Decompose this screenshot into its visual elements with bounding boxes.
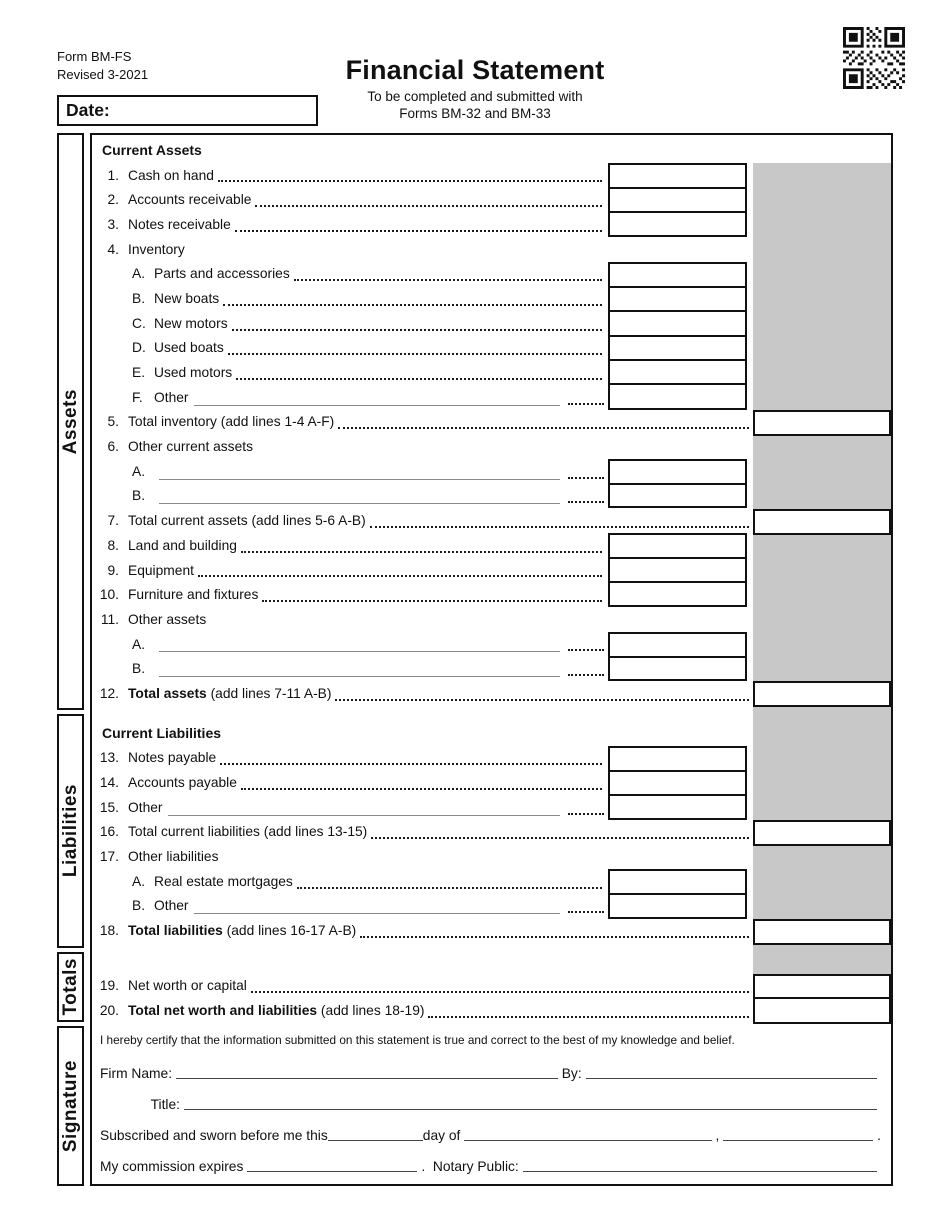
dotted-leader xyxy=(568,674,604,676)
current-assets-heading: Current Assets xyxy=(102,142,202,159)
liabilities-label: Liabilities xyxy=(59,784,81,878)
dotted-leader xyxy=(568,403,604,405)
row-other-current-asset-a: A. xyxy=(92,459,891,484)
row-used-motors: E. Used motors xyxy=(92,360,891,385)
title-line[interactable] xyxy=(184,1109,877,1110)
dotted-leader xyxy=(294,279,602,281)
dotted-leader xyxy=(198,575,602,577)
dotted-leader xyxy=(335,699,749,701)
row-total-assets: 12. Total assets (add lines 7-11 A-B) xyxy=(92,681,891,706)
commission-row xyxy=(100,1156,881,1174)
qr-code-icon xyxy=(842,27,906,89)
form-id-revision: Revised 3-2021 xyxy=(57,66,149,82)
dotted-leader xyxy=(338,427,749,429)
row-net-worth: 19. Net worth or capital xyxy=(92,974,891,999)
row-total-net-worth-liabilities: 20. Total net worth and liabilities (add lines 18-19) xyxy=(92,998,891,1023)
form-id-number: Form BM-FS xyxy=(57,49,132,64)
dotted-leader xyxy=(371,837,749,839)
certification-statement: I hereby certify that the information submitted on this statement is true and correct to the best of my knowledge and belief. xyxy=(100,1032,735,1047)
row-total-current-assets: 7. Total current assets (add lines 5-6 A-B) xyxy=(92,508,891,533)
dotted-leader xyxy=(360,936,749,938)
row-land-building: 8. Land and building xyxy=(92,533,891,558)
row-other-liability-b: B. Other xyxy=(92,894,891,919)
dotted-leader xyxy=(236,378,602,380)
row-total-liabilities: 18. Total liabilities (add lines 16-17 A-B) xyxy=(92,918,891,943)
dotted-leader xyxy=(218,180,602,182)
sidebar-section-totals xyxy=(57,952,84,1022)
totals-label: Totals xyxy=(59,958,81,1016)
title-row xyxy=(100,1094,881,1112)
firm-name-line[interactable] xyxy=(176,1078,558,1079)
row-accounts-receivable: 2. Accounts receivable xyxy=(92,187,891,212)
sworn-month-line[interactable] xyxy=(464,1140,711,1141)
row-other-assets: 11. Other assets xyxy=(100,611,207,627)
blank-other-current-asset-a[interactable] xyxy=(159,479,560,480)
blank-inventory-other[interactable] xyxy=(194,405,560,406)
dotted-leader xyxy=(568,813,604,815)
firm-name-label: Firm Name: xyxy=(100,1065,173,1081)
row-other-asset-b: B. xyxy=(92,656,891,681)
sidebar-section-assets xyxy=(57,133,84,710)
dotted-leader xyxy=(568,501,604,503)
blank-liability-other[interactable] xyxy=(168,815,560,816)
blank-other-asset-b[interactable] xyxy=(159,676,560,677)
commission-label: My commission expires xyxy=(100,1158,244,1174)
blank-other-asset-a[interactable] xyxy=(159,651,560,652)
dotted-leader xyxy=(223,304,602,306)
row-notes-payable: 13. Notes payable xyxy=(92,746,891,771)
form-subtitle: To be completed and submitted with Forms BM-32 and BM-33 xyxy=(367,89,583,121)
dotted-leader xyxy=(241,788,602,790)
blank-other-liability-b[interactable] xyxy=(194,913,560,914)
row-real-estate-mortgages: A. Real estate mortgages xyxy=(92,869,891,894)
row-used-boats: D. Used boats xyxy=(92,336,891,361)
date-field[interactable] xyxy=(57,95,318,126)
dotted-leader xyxy=(568,477,604,479)
row-equipment: 9. Equipment xyxy=(92,558,891,583)
dotted-leader xyxy=(428,1016,749,1018)
form-body xyxy=(90,133,893,1186)
dotted-leader xyxy=(241,551,602,553)
signature-label: Signature xyxy=(59,1059,81,1153)
row-furniture-fixtures: 10. Furniture and fixtures xyxy=(92,582,891,607)
row-accounts-payable: 14. Accounts payable xyxy=(92,770,891,795)
dotted-leader xyxy=(297,887,602,889)
title-label: Title: xyxy=(150,1096,180,1112)
row-liability-other: 15. Other xyxy=(92,795,891,820)
row-inventory: 4. Inventory xyxy=(107,241,185,257)
row-new-boats: B. New boats xyxy=(92,286,891,311)
dotted-leader xyxy=(568,911,604,913)
current-liabilities-heading: Current Liabilities xyxy=(102,725,222,742)
row-other-current-assets: 6. Other current assets xyxy=(107,439,253,455)
by-line[interactable] xyxy=(586,1078,877,1079)
sworn-year-line[interactable] xyxy=(723,1140,873,1141)
dotted-leader xyxy=(220,763,602,765)
dotted-leader xyxy=(568,649,604,651)
row-other-liabilities: 17. Other liabilities xyxy=(99,849,219,865)
row-other-asset-a: A. xyxy=(92,632,891,657)
row-inventory-other: F. Other xyxy=(92,385,891,410)
dotted-leader xyxy=(262,600,602,602)
dotted-leader xyxy=(235,230,602,232)
day-of-label: day of xyxy=(422,1127,461,1143)
sidebar-section-liabilities xyxy=(57,714,84,948)
commission-expires-line[interactable] xyxy=(247,1171,417,1172)
sworn-row: Subscribed and sworn before me this day of , . xyxy=(100,1127,881,1143)
notary-public-line[interactable] xyxy=(523,1171,877,1172)
firm-name-row xyxy=(100,1063,881,1081)
sidebar-section-signature xyxy=(57,1026,84,1186)
page-title: Financial Statement xyxy=(345,55,605,85)
dotted-leader xyxy=(255,205,602,207)
row-other-current-asset-b: B. xyxy=(92,484,891,509)
blank-other-current-asset-b[interactable] xyxy=(159,503,560,504)
row-new-motors: C. New motors xyxy=(92,311,891,336)
row-parts-accessories: A. Parts and accessories xyxy=(92,261,891,286)
row-cash-on-hand: 1. Cash on hand xyxy=(92,163,891,188)
row-total-current-liabilities: 16. Total current liabilities (add lines 13-15) xyxy=(92,820,891,845)
dotted-leader xyxy=(251,991,749,993)
by-label: By: xyxy=(561,1065,582,1081)
date-label: Date: xyxy=(66,100,110,120)
dotted-leader xyxy=(370,526,749,528)
row-notes-receivable: 3. Notes receivable xyxy=(92,212,891,237)
dotted-leader xyxy=(232,329,602,331)
assets-label: Assets xyxy=(59,388,81,455)
notary-public-label: . Notary Public: xyxy=(421,1158,519,1174)
dotted-leader xyxy=(228,353,602,355)
sworn-day-line[interactable] xyxy=(328,1140,423,1141)
row-total-inventory: 5. Total inventory (add lines 1-4 A-F) xyxy=(92,410,891,435)
